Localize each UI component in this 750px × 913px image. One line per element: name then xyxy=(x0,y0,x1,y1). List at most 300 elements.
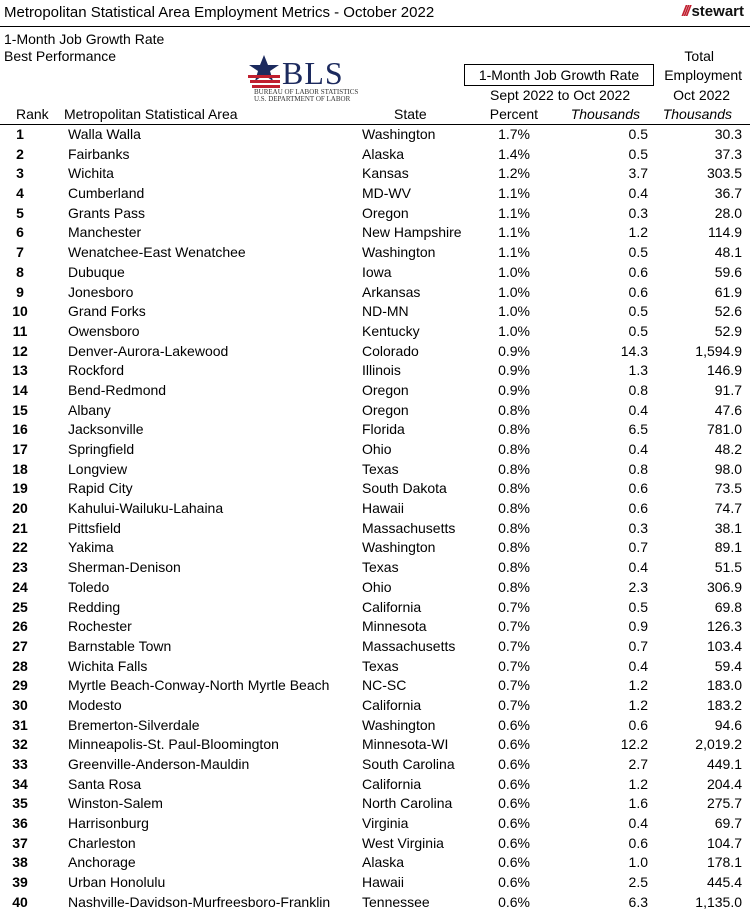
thousands-cell: 2.5 xyxy=(628,874,648,891)
msa-cell: Dubuque xyxy=(68,263,125,280)
table-row xyxy=(0,538,750,558)
table-row xyxy=(0,440,750,460)
percent-cell: 0.6% xyxy=(498,756,530,772)
table-row xyxy=(0,283,750,303)
table-row xyxy=(0,125,750,145)
thousands-cell: 6.5 xyxy=(628,421,648,438)
employment-cell: 48.1 xyxy=(714,244,742,261)
table-row xyxy=(0,853,750,873)
msa-cell: Greenville-Anderson-Mauldin xyxy=(68,756,250,772)
state-cell: California xyxy=(362,775,422,792)
employment-cell: 445.4 xyxy=(706,874,742,891)
rank-cell: 35 xyxy=(12,795,28,812)
table-row xyxy=(0,519,750,539)
table-row xyxy=(0,755,750,775)
subtitle-growth-rate: 1-Month Job Growth Rate xyxy=(4,31,165,47)
percent-cell: 1.4% xyxy=(498,145,530,162)
percent-cell: 0.6% xyxy=(498,893,530,910)
state-cell: Oregon xyxy=(362,401,409,418)
rank-cell: 30 xyxy=(12,696,28,713)
rank-cell: 11 xyxy=(12,322,28,339)
state-cell: Colorado xyxy=(362,342,419,359)
employment-cell: 1,135.0 xyxy=(695,893,742,910)
employment-cell: 89.1 xyxy=(714,539,742,556)
state-cell: Alaska xyxy=(362,145,405,162)
employment-cell: 178.1 xyxy=(706,854,742,871)
table-row xyxy=(0,617,750,637)
rank-cell: 29 xyxy=(12,677,28,694)
employment-cell: 37.3 xyxy=(714,145,742,162)
state-cell: Hawaii xyxy=(362,500,405,517)
msa-cell: Nashville-Davidson-Murfreesboro-Franklin xyxy=(68,893,331,910)
table-row xyxy=(0,893,750,913)
state-cell: South Dakota xyxy=(362,480,447,497)
state-cell: South Carolina xyxy=(362,756,455,772)
msa-cell: Springfield xyxy=(68,441,135,457)
state-cell: Texas xyxy=(362,460,399,477)
msa-table-body xyxy=(0,124,750,913)
state-cell: Kentucky xyxy=(362,322,420,339)
employment-cell: 183.0 xyxy=(706,677,742,694)
employment-cell: 69.7 xyxy=(714,815,742,832)
msa-cell: Bend-Redmond xyxy=(68,381,167,398)
rank-cell: 15 xyxy=(12,401,28,418)
thousands-cell: 0.7 xyxy=(628,637,648,654)
employment-cell: 59.6 xyxy=(714,263,742,280)
msa-cell: Albany xyxy=(68,401,111,418)
employment-cell: 98.0 xyxy=(714,460,742,477)
msa-cell: Wenatchee-East Wenatchee xyxy=(68,244,246,261)
percent-cell: 0.8% xyxy=(498,480,530,497)
msa-cell: Harrisonburg xyxy=(68,815,149,832)
msa-cell: Yakima xyxy=(68,539,114,556)
table-row xyxy=(0,637,750,657)
employment-cell: 28.0 xyxy=(714,204,742,221)
rank-cell: 24 xyxy=(12,578,28,595)
header-total: Total xyxy=(684,48,714,64)
msa-cell: Modesto xyxy=(68,696,122,713)
thousands-cell: 0.5 xyxy=(628,126,648,142)
bls-wordmark: BLS xyxy=(282,55,344,91)
thousands-cell: 0.4 xyxy=(628,657,648,674)
table-row xyxy=(0,558,750,578)
state-cell: Florida xyxy=(362,421,405,438)
state-cell: ND-MN xyxy=(362,303,409,320)
thousands-cell: 2.3 xyxy=(628,578,648,595)
stewart-logo xyxy=(682,3,744,20)
bls-subtext-bureau: BUREAU OF LABOR STATISTICS xyxy=(254,88,359,96)
msa-cell: Santa Rosa xyxy=(68,775,142,792)
percent-cell: 0.8% xyxy=(498,519,530,536)
percent-cell: 0.8% xyxy=(498,500,530,517)
employment-cell: 103.4 xyxy=(706,637,742,654)
table-row xyxy=(0,204,750,224)
rank-cell: 18 xyxy=(12,460,28,477)
table-row xyxy=(0,164,750,184)
percent-cell: 1.2% xyxy=(498,165,530,182)
rank-cell: 9 xyxy=(16,283,24,300)
msa-cell: Sherman-Denison xyxy=(68,559,181,576)
rank-cell: 27 xyxy=(12,637,28,654)
rank-cell: 2 xyxy=(16,145,24,162)
percent-cell: 0.7% xyxy=(498,598,530,615)
msa-cell: Owensboro xyxy=(68,322,140,339)
header-employment: Employment xyxy=(664,67,742,83)
table-row xyxy=(0,598,750,618)
percent-cell: 1.0% xyxy=(498,283,530,300)
col-state-header: State xyxy=(394,106,427,122)
table-row xyxy=(0,361,750,381)
state-cell: Tennessee xyxy=(362,893,430,910)
thousands-cell: 0.4 xyxy=(628,815,648,832)
percent-cell: 0.7% xyxy=(498,618,530,635)
thousands-cell: 0.6 xyxy=(628,263,648,280)
col-total-thousands-header: Thousands xyxy=(662,106,732,122)
msa-cell: Longview xyxy=(68,460,128,477)
thousands-cell: 0.5 xyxy=(628,303,648,320)
state-cell: Alaska xyxy=(362,854,405,871)
employment-cell: 69.8 xyxy=(714,598,742,615)
thousands-cell: 1.2 xyxy=(628,224,648,241)
table-row xyxy=(0,716,750,736)
rank-cell: 14 xyxy=(12,381,28,398)
thousands-cell: 0.5 xyxy=(628,598,648,615)
state-cell: Washington xyxy=(362,244,436,261)
msa-cell: Toledo xyxy=(68,578,110,595)
percent-cell: 0.6% xyxy=(498,795,530,812)
employment-cell: 73.5 xyxy=(714,480,742,497)
msa-cell: Fairbanks xyxy=(68,145,130,162)
rank-cell: 33 xyxy=(12,756,28,772)
percent-cell: 1.7% xyxy=(498,126,530,142)
percent-cell: 0.8% xyxy=(498,460,530,477)
state-cell: Oregon xyxy=(362,204,409,221)
state-cell: NC-SC xyxy=(362,677,407,694)
table-row xyxy=(0,184,750,204)
percent-cell: 0.6% xyxy=(498,775,530,792)
employment-cell: 38.1 xyxy=(714,519,742,536)
rank-cell: 6 xyxy=(16,224,24,241)
percent-cell: 0.8% xyxy=(498,441,530,457)
state-cell: Kansas xyxy=(362,165,409,182)
thousands-cell: 2.7 xyxy=(628,756,648,772)
rank-cell: 26 xyxy=(12,618,28,635)
thousands-cell: 1.6 xyxy=(628,795,648,812)
percent-cell: 1.0% xyxy=(498,263,530,280)
thousands-cell: 12.2 xyxy=(620,736,648,753)
msa-cell: Jonesboro xyxy=(68,283,134,300)
percent-cell: 0.9% xyxy=(498,342,530,359)
msa-cell: Redding xyxy=(68,598,121,615)
thousands-cell: 0.6 xyxy=(628,834,648,851)
state-cell: Minnesota xyxy=(362,618,427,635)
thousands-cell: 1.0 xyxy=(628,854,648,871)
thousands-cell: 0.3 xyxy=(628,519,648,536)
employment-cell: 1,594.9 xyxy=(695,342,742,359)
percent-cell: 0.6% xyxy=(498,874,530,891)
state-cell: Minnesota-WI xyxy=(362,736,449,753)
msa-cell: Pittsfield xyxy=(68,519,121,536)
bls-subtext-department: U.S. DEPARTMENT OF LABOR xyxy=(254,95,351,103)
msa-cell: Winston-Salem xyxy=(68,795,163,812)
employment-cell: 146.9 xyxy=(706,362,742,379)
rank-cell: 38 xyxy=(12,854,28,871)
msa-cell: Minneapolis-St. Paul-Bloomington xyxy=(68,736,279,753)
percent-cell: 0.7% xyxy=(498,657,530,674)
rank-cell: 39 xyxy=(12,874,28,891)
rank-cell: 5 xyxy=(16,204,24,221)
thousands-cell: 0.4 xyxy=(628,401,648,418)
rank-cell: 19 xyxy=(12,480,28,497)
msa-cell: Manchester xyxy=(68,224,142,241)
state-cell: Washington xyxy=(362,126,436,142)
percent-cell: 1.0% xyxy=(498,322,530,339)
thousands-cell: 1.3 xyxy=(628,362,648,379)
employment-cell: 449.1 xyxy=(706,756,742,772)
percent-cell: 0.8% xyxy=(498,559,530,576)
rank-cell: 28 xyxy=(12,657,28,674)
employment-cell: 74.7 xyxy=(714,500,742,517)
table-row xyxy=(0,145,750,165)
table-row xyxy=(0,479,750,499)
brand-name: stewart xyxy=(691,3,744,20)
employment-cell: 59.4 xyxy=(714,657,742,674)
msa-cell: Kahului-Wailuku-Lahaina xyxy=(68,500,224,517)
table-row xyxy=(0,381,750,401)
state-cell: North Carolina xyxy=(362,795,453,812)
percent-cell: 0.6% xyxy=(498,854,530,871)
employment-cell: 51.5 xyxy=(714,559,742,576)
percent-cell: 0.9% xyxy=(498,362,530,379)
msa-cell: Rochester xyxy=(68,618,132,635)
percent-cell: 0.8% xyxy=(498,401,530,418)
rank-cell: 22 xyxy=(12,539,28,556)
state-cell: Massachusetts xyxy=(362,519,456,536)
employment-cell: 2,019.2 xyxy=(695,736,742,753)
employment-cell: 91.7 xyxy=(714,381,742,398)
rank-cell: 1 xyxy=(16,126,24,142)
state-cell: Washington xyxy=(362,539,436,556)
state-cell: Hawaii xyxy=(362,874,405,891)
state-cell: Arkansas xyxy=(362,283,421,300)
state-cell: New Hampshire xyxy=(362,224,462,241)
table-row xyxy=(0,794,750,814)
state-cell: Ohio xyxy=(362,578,392,595)
msa-cell: Walla Walla xyxy=(68,126,141,142)
table-row xyxy=(0,322,750,342)
thousands-cell: 0.5 xyxy=(628,145,648,162)
msa-cell: Grand Forks xyxy=(68,303,146,320)
thousands-cell: 14.3 xyxy=(620,342,648,359)
table-row xyxy=(0,401,750,421)
rank-cell: 25 xyxy=(12,598,28,615)
employment-cell: 275.7 xyxy=(706,795,742,812)
percent-cell: 0.6% xyxy=(498,815,530,832)
thousands-cell: 6.3 xyxy=(628,893,648,910)
thousands-cell: 0.6 xyxy=(628,500,648,517)
thousands-cell: 0.8 xyxy=(628,460,648,477)
employment-cell: 104.7 xyxy=(706,834,742,851)
state-cell: West Virginia xyxy=(362,834,444,851)
employment-cell: 204.4 xyxy=(706,775,742,792)
table-row xyxy=(0,735,750,755)
table-row xyxy=(0,243,750,263)
msa-cell: Cumberland xyxy=(68,185,145,202)
thousands-cell: 0.9 xyxy=(628,618,648,635)
msa-cell: Charleston xyxy=(68,834,136,851)
title-bar xyxy=(0,0,750,27)
rank-cell: 10 xyxy=(12,303,28,320)
rank-cell: 7 xyxy=(16,244,24,261)
employment-cell: 47.6 xyxy=(714,401,742,418)
percent-cell: 0.8% xyxy=(498,578,530,595)
state-cell: California xyxy=(362,598,422,615)
rank-cell: 21 xyxy=(12,519,28,536)
table-row xyxy=(0,460,750,480)
thousands-cell: 0.8 xyxy=(628,381,648,398)
header-period: Sept 2022 to Oct 2022 xyxy=(490,87,631,103)
table-row xyxy=(0,676,750,696)
msa-cell: Barnstable Town xyxy=(68,637,172,654)
thousands-cell: 0.5 xyxy=(628,244,648,261)
thousands-cell: 0.4 xyxy=(628,185,648,202)
state-cell: Iowa xyxy=(362,263,392,280)
msa-cell: Denver-Aurora-Lakewood xyxy=(68,342,229,359)
employment-cell: 36.7 xyxy=(714,185,742,202)
msa-cell: Wichita xyxy=(68,165,114,182)
employment-cell: 114.9 xyxy=(708,224,742,241)
percent-cell: 0.7% xyxy=(498,637,530,654)
table-row xyxy=(0,223,750,243)
state-cell: Illinois xyxy=(362,362,401,379)
rank-cell: 37 xyxy=(12,834,28,851)
col-rank-header: Rank xyxy=(16,106,49,122)
table-row xyxy=(0,814,750,834)
state-cell: Virginia xyxy=(362,815,409,832)
table-row xyxy=(0,873,750,893)
msa-cell: Jacksonville xyxy=(68,421,144,438)
percent-cell: 1.1% xyxy=(498,224,530,241)
rank-cell: 40 xyxy=(12,893,28,910)
rank-cell: 13 xyxy=(12,362,28,379)
bls-star-icon xyxy=(246,53,286,89)
table-row xyxy=(0,775,750,795)
percent-cell: 0.6% xyxy=(498,834,530,851)
bls-logo xyxy=(246,53,359,103)
employment-cell: 94.6 xyxy=(714,716,742,733)
percent-cell: 1.1% xyxy=(498,185,530,202)
employment-cell: 303.5 xyxy=(706,165,742,182)
thousands-cell: 3.7 xyxy=(628,165,648,182)
percent-cell: 1.1% xyxy=(498,244,530,261)
table-row xyxy=(0,696,750,716)
msa-cell: Rockford xyxy=(68,362,125,379)
employment-cell: 306.9 xyxy=(706,578,742,595)
table-row xyxy=(0,499,750,519)
thousands-cell: 0.6 xyxy=(628,716,648,733)
msa-cell: Wichita Falls xyxy=(68,657,148,674)
percent-cell: 0.7% xyxy=(498,696,530,713)
rank-cell: 36 xyxy=(12,815,28,832)
state-cell: California xyxy=(362,696,422,713)
growth-rate-box-label: 1-Month Job Growth Rate xyxy=(464,64,654,86)
rank-cell: 31 xyxy=(12,716,28,733)
thousands-cell: 0.3 xyxy=(628,204,648,221)
state-cell: MD-WV xyxy=(362,185,411,202)
rank-cell: 4 xyxy=(16,185,24,202)
table-row xyxy=(0,657,750,677)
thousands-cell: 1.2 xyxy=(628,696,648,713)
thousands-cell: 0.5 xyxy=(628,322,648,339)
msa-cell: Urban Honolulu xyxy=(68,874,166,891)
msa-cell: Rapid City xyxy=(68,480,133,497)
state-cell: Oregon xyxy=(362,381,409,398)
percent-cell: 0.8% xyxy=(498,421,530,438)
table-row xyxy=(0,263,750,283)
state-cell: Washington xyxy=(362,716,436,733)
employment-cell: 52.9 xyxy=(714,322,742,339)
rank-cell: 20 xyxy=(12,500,28,517)
state-cell: Texas xyxy=(362,559,399,576)
employment-cell: 48.2 xyxy=(714,441,742,457)
rank-cell: 8 xyxy=(16,263,24,280)
page-title: Metropolitan Statistical Area Employment Metrics - October 2022 xyxy=(4,4,435,21)
col-thousands-header: Thousands xyxy=(570,106,640,122)
employment-cell: 781.0 xyxy=(706,421,742,438)
stewart-slash-icon: /// xyxy=(681,3,689,20)
percent-cell: 0.6% xyxy=(498,716,530,733)
state-cell: Ohio xyxy=(362,441,392,457)
employment-cell: 61.9 xyxy=(714,283,742,300)
thousands-cell: 1.2 xyxy=(628,677,648,694)
rank-cell: 23 xyxy=(12,559,28,576)
employment-cell: 126.3 xyxy=(706,618,742,635)
rank-cell: 32 xyxy=(12,736,28,753)
rank-cell: 34 xyxy=(12,775,28,792)
rank-cell: 16 xyxy=(12,421,28,438)
thousands-cell: 0.6 xyxy=(628,283,648,300)
table-row xyxy=(0,834,750,854)
msa-cell: Grants Pass xyxy=(68,204,146,221)
percent-cell: 0.9% xyxy=(498,381,530,398)
table-row xyxy=(0,420,750,440)
thousands-cell: 0.4 xyxy=(628,559,648,576)
state-cell: Texas xyxy=(362,657,399,674)
percent-cell: 1.0% xyxy=(498,303,530,320)
table-row xyxy=(0,578,750,598)
employment-cell: 52.6 xyxy=(714,303,742,320)
msa-cell: Anchorage xyxy=(68,854,136,871)
col-percent-header: Percent xyxy=(489,106,538,122)
header-oct-2022: Oct 2022 xyxy=(673,87,730,103)
rank-cell: 3 xyxy=(16,165,24,182)
thousands-cell: 1.2 xyxy=(628,775,648,792)
rank-cell: 17 xyxy=(12,441,28,457)
thousands-cell: 0.6 xyxy=(628,480,648,497)
col-msa-header: Metropolitan Statistical Area xyxy=(64,106,238,122)
msa-cell: Myrtle Beach-Conway-North Myrtle Beach xyxy=(68,677,330,694)
rank-cell: 12 xyxy=(12,342,28,359)
percent-cell: 1.1% xyxy=(498,204,530,221)
subtitle-best-performance: Best Performance xyxy=(4,48,117,64)
msa-cell: Bremerton-Silverdale xyxy=(68,716,200,733)
employment-cell: 30.3 xyxy=(714,126,742,142)
thousands-cell: 0.7 xyxy=(628,539,648,556)
percent-cell: 0.8% xyxy=(498,539,530,556)
thousands-cell: 0.4 xyxy=(628,441,648,457)
state-cell: Massachusetts xyxy=(362,637,456,654)
table-row xyxy=(0,342,750,362)
